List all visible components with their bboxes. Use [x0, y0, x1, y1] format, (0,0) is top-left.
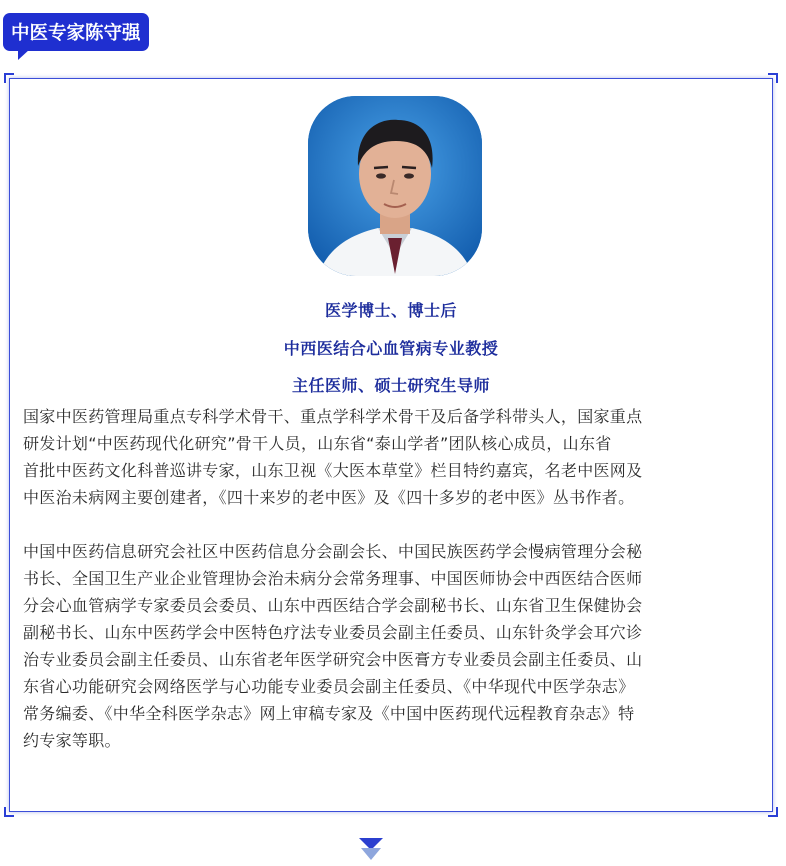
profile-titles — [10, 292, 772, 405]
bio-line: 常务编委、《中华全科医学杂志》网上审稿专家及《中国中医药现代远程教育杂志》特 — [23, 704, 635, 723]
bio-line: 治专业委员会副主任委员、山东省老年医学研究会中医膏方专业委员会副主任委员、山 — [23, 650, 643, 669]
portrait-illustration — [308, 96, 482, 276]
section-tag-pointer — [18, 49, 30, 60]
doctor-portrait — [308, 96, 482, 276]
bio-line: 中医治未病网主要创建者，《四十来岁的老中医》及《四十多岁的老中医》丛书作者。 — [23, 488, 635, 507]
frame-corner — [4, 807, 14, 817]
title-position: 主任医师、硕士研究生导师 — [291, 376, 490, 395]
bio-line: 副秘书长、山东中医药学会中医特色疗法专业委员会副主任委员、山东针灸学会耳穴诊 — [23, 623, 643, 642]
title-degree: 医学博士、博士后 — [324, 301, 457, 320]
bio-line: 首批中医药文化科普巡讲专家，山东卫视《大医本草堂》栏目特约嘉宾，名老中医网及 — [23, 461, 643, 480]
bio-line: 约专家等职。 — [23, 731, 121, 750]
bio-line: 东省心功能研究会网络医学与心功能专业委员会副主任委员、《中华现代中医学杂志》 — [23, 677, 635, 696]
bio-line: 分会心血管病学专家委员会委员、山东中西医结合学会副秘书长、山东省卫生保健协会 — [23, 596, 643, 615]
bio-line: 中国中医药信息研究会社区中医药信息分会副会长、中国民族医药学会慢病管理分会秘 — [23, 542, 643, 561]
section-tag-label: 中医专家陈守强 — [11, 23, 141, 44]
frame-corner — [768, 73, 778, 83]
title-professor: 中西医结合心血管病专业教授 — [283, 338, 499, 358]
bio-line: 国家中医药管理局重点专科学术骨干、重点学科学术骨干及后备学科带头人，国家重点 — [23, 407, 643, 426]
double-chevron-down-icon — [359, 836, 383, 862]
profile-card — [6, 75, 776, 815]
frame-corner — [4, 73, 14, 83]
bio-paragraph-2 — [23, 538, 763, 754]
frame-corner — [768, 807, 778, 817]
bio-paragraph-1 — [23, 403, 763, 511]
bio-line: 书长、全国卫生产业企业管理协会治未病分会常务理事、中国医师协会中西医结合医师 — [23, 569, 643, 588]
section-tag — [3, 13, 149, 51]
profile-card-frame — [9, 78, 773, 812]
bio-line: 研发计划“中医药现代化研究”骨干人员，山东省“泰山学者”团队核心成员，山东省 — [23, 434, 612, 453]
